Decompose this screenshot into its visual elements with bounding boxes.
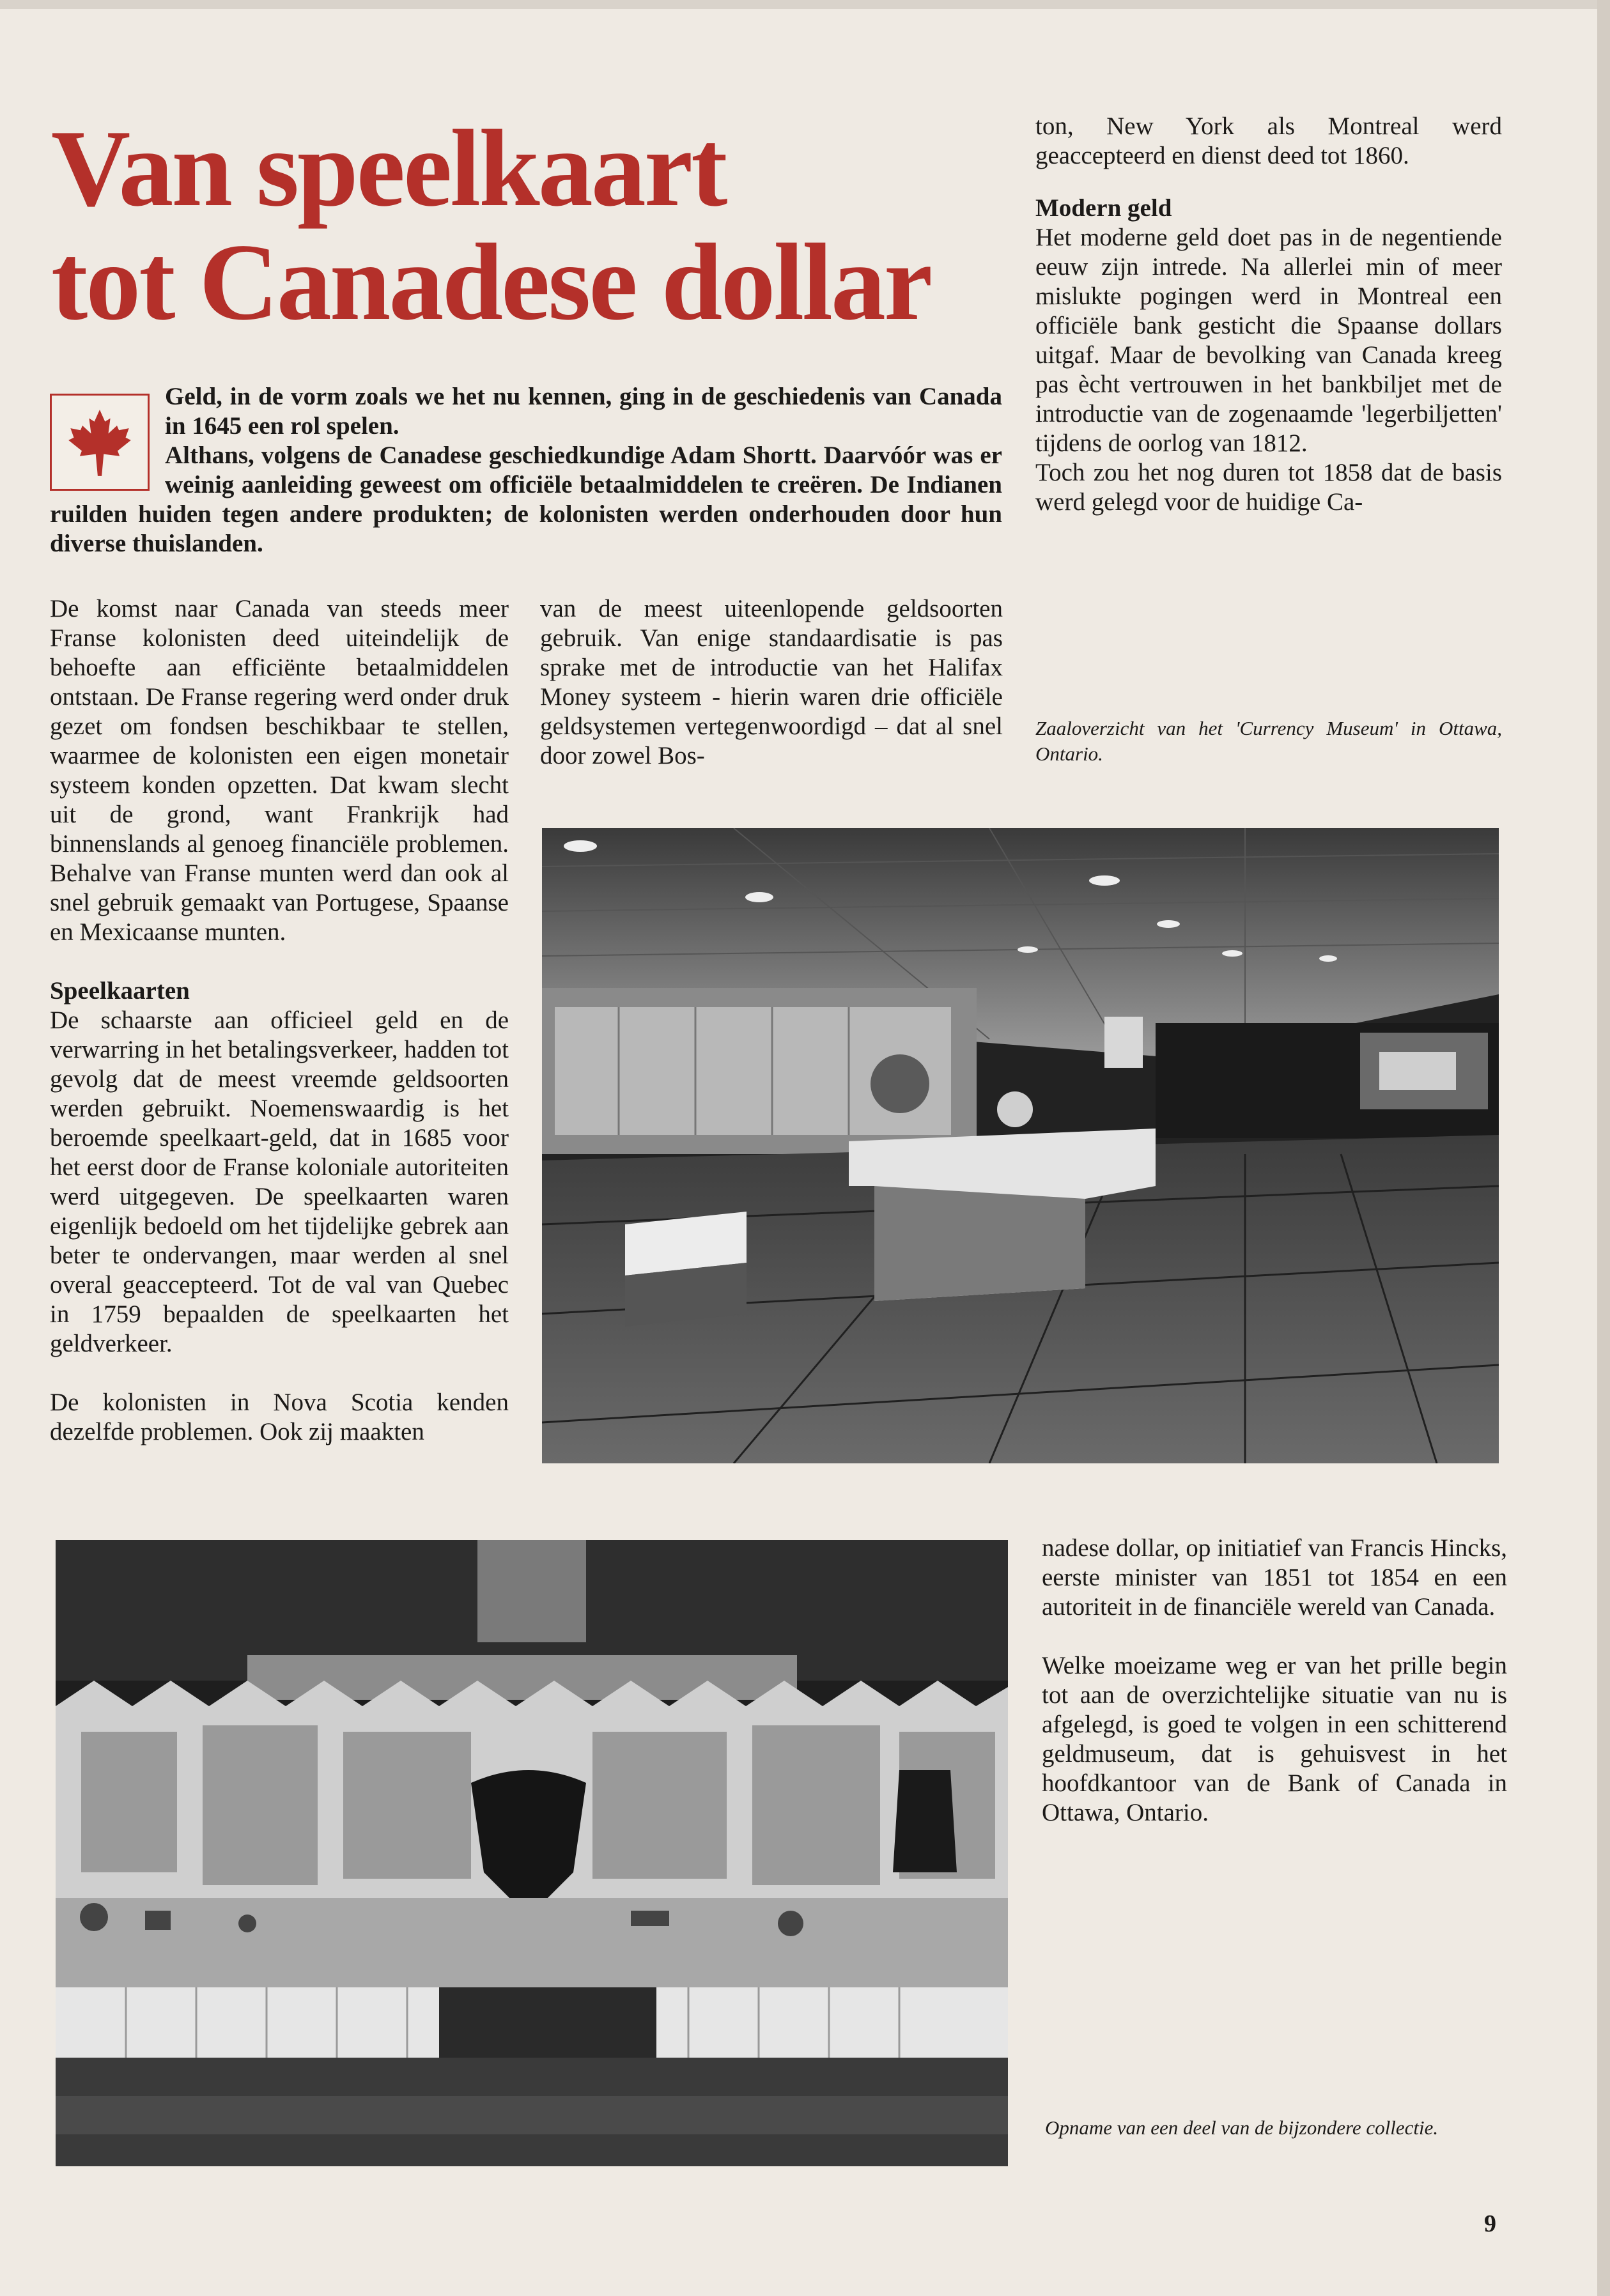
section-heading-modern-geld: Modern geld bbox=[1035, 194, 1172, 222]
page-number: 9 bbox=[1484, 2210, 1496, 2237]
intro-paragraph-2: Althans, volgens de Canadese geschiedkundige Adam Shortt. Daarvóór was er weinig aanleiding geweest om officiële betaalmiddelen te creëren. De Indianen ruilden huiden tegen andere produkten; de kolonisten werden onderhouden door hun diverse thuislanden. bbox=[50, 442, 1002, 557]
body-paragraph: ton, New York als Montreal werd geaccepteerd en dienst deed tot 1860. bbox=[1035, 112, 1502, 169]
body-paragraph: Toch zou het nog duren tot 1858 dat de basis werd gelegd voor de huidige Ca- bbox=[1035, 459, 1502, 516]
body-paragraph: De schaarste aan officieel geld en de verwarring in het betalingsverkeer, hadden tot gevolg dat de meest vreemde geldsoorten werden gebruikt. Noemenswaardig is het beroemde speelkaart-geld, dat in 1685 voor het eerst door de Franse koloniale autoriteiten werd uitgegeven. De speelkaarten waren eigenlijk bedoeld om het tijdelijke gebrek aan beter te ondervangen, maar werden al snel overal geaccepteerd. Tot de val van Quebec in 1759 bepaalden de speelkaarten het geldverkeer. bbox=[50, 1006, 509, 1357]
photo-museum-hall bbox=[542, 828, 1499, 1463]
body-paragraph: van de meest uiteenlopende geldsoorten gebruik. Van enige standaardisatie is pas sprake met de introductie van het Halifax Money systeem - hierin waren drie officiële geldsystemen vertegenwoordigd – dat al snel door zowel Bos- bbox=[540, 595, 1003, 769]
caption-collection: Opname van een deel van de bijzondere collectie. bbox=[1045, 2116, 1439, 2139]
page-edge-right bbox=[1597, 0, 1610, 2296]
title-line-1: Van speelkaart bbox=[51, 108, 726, 229]
photo-collection bbox=[56, 1540, 1008, 2166]
intro-paragraph-1: Geld, in de vorm zoals we het nu kennen, ging in de geschiedenis van Canada in 1645 een rol spelen. bbox=[165, 383, 1002, 440]
column-right bbox=[1035, 112, 1502, 517]
body-paragraph: De komst naar Canada van steeds meer Franse kolonisten deed uiteindelijk de behoefte aan efficiënte betaalmiddelen ontstaan. De Franse regering werd onder druk gezet om fondsen beschikbaar te stellen, waarmee de kolonisten een eigen monetair systeem konden opzetten. Dat kwam slecht uit de grond, want Frankrijk had binnenslands al genoeg financiële problemen. Behalve van Franse munten werd dan ook al snel gebruik gemaakt van Portugese, Spaanse en Mexicaanse munten. bbox=[50, 595, 509, 946]
body-paragraph: De kolonisten in Nova Scotia kenden dezelfde problemen. Ook zij maakten bbox=[50, 1389, 509, 1445]
column-middle bbox=[540, 594, 1003, 771]
page-edge bbox=[0, 0, 1610, 9]
body-paragraph: nadese dollar, op initiatief van Francis Hincks, eerste minister van 1851 tot 1854 en een autoriteit in de financiële wereld van Canada. bbox=[1042, 1534, 1507, 1621]
body-paragraph: Het moderne geld doet pas in de negentiende eeuw zijn intrede. Na allerlei min of meer mislukte pogingen werd in Montreal een officiële bank gesticht die Spaanse dollars uitgaf. Maar de bevolking van Canada kreeg pas ècht vertrouwen in het bankbiljet met de introductie van de zogenaamde 'legerbiljetten' tijdens de oorlog van 1812. bbox=[1035, 224, 1502, 457]
column-left bbox=[50, 594, 509, 1447]
title-line-2: tot Canadese dollar bbox=[51, 222, 931, 343]
column-right-bottom bbox=[1042, 1534, 1507, 1828]
caption-museum-hall: Zaaloverzicht van het 'Currency Museum' in Ottawa, Ontario. bbox=[1035, 717, 1502, 765]
section-heading-speelkaarten: Speelkaarten bbox=[50, 977, 190, 1005]
intro-lead bbox=[50, 382, 1002, 559]
article-title bbox=[51, 108, 931, 343]
body-paragraph: Welke moeizame weg er van het prille begin tot aan de overzichtelijke situatie van nu is afgelegd, is goed te volgen in een schitterend geldmuseum, dat is gehuisvest in het hoofdkantoor van de Bank of Canada in Ottawa, Ontario. bbox=[1042, 1652, 1507, 1826]
